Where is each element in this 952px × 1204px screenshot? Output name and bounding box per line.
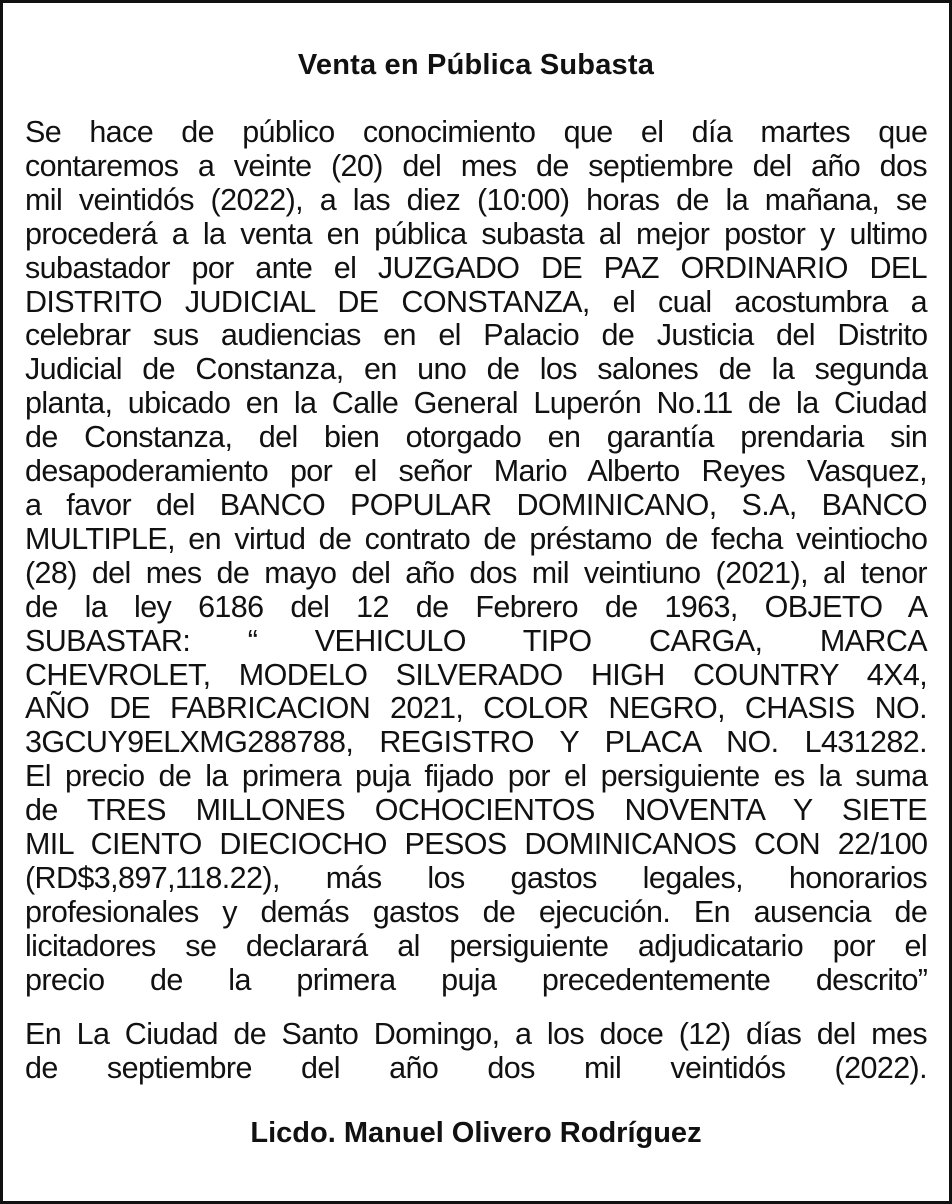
notice-closing xyxy=(25,1018,927,1086)
body-line: mil veintidós (2022), a las diez (10:00) horas de la mañana, se xyxy=(25,182,927,217)
body-line: subastador por ante el JUZGADO DE PAZ ORDINARIO DEL xyxy=(25,250,927,285)
body-line: El precio de la primera puja fijado por el persiguiente es la suma xyxy=(25,759,928,794)
body-line: a favor del BANCO POPULAR DOMINICANO, S.A, BANCO xyxy=(25,487,928,522)
body-line: (RD$3,897,118.22), más los gastos legales, honorarios xyxy=(25,860,927,895)
body-line: precio de la primera puja precedentemente descrito” xyxy=(25,962,928,997)
notice-title: Venta en Pública Subasta xyxy=(297,49,655,81)
body-line: de TRES MILLONES OCHOCIENTOS NOVENTA Y SIETE xyxy=(25,793,927,828)
body-line: SUBASTAR: “ VEHICULO TIPO CARGA, MARCA xyxy=(25,623,927,658)
body-line: MULTIPLE, en virtud de contrato de préstamo de fecha veintiocho xyxy=(25,521,928,556)
body-line: MIL CIENTO DIECIOCHO PESOS DOMINICANOS CON 22/100 xyxy=(25,827,928,862)
body-line: Judicial de Constanza, en uno de los salones de la segunda xyxy=(25,352,928,387)
body-line: procederá a la venta en pública subasta al mejor postor y ultimo xyxy=(25,216,928,251)
notice-body xyxy=(25,116,927,998)
body-line: licitadores se declarará al persiguiente adjudicatario por el xyxy=(25,928,928,963)
body-line: profesionales y demás gastos de ejecución. En ausencia de xyxy=(25,894,928,929)
body-line: AÑO DE FABRICACION 2021, COLOR NEGRO, CHASIS NO. xyxy=(25,691,927,726)
body-line: 3GCUY9ELXMG288788, REGISTRO Y PLACA NO. L431282. xyxy=(25,725,927,760)
body-line: contaremos a veinte (20) del mes de septiembre del año dos xyxy=(25,148,927,183)
closing-line: En La Ciudad de Santo Domingo, a los doce (12) días del mes xyxy=(25,1017,927,1051)
signature: Licdo. Manuel Olivero Rodríguez xyxy=(250,1117,702,1149)
body-line: de Constanza, del bien otorgado en garantía prendaria sin xyxy=(25,420,928,455)
body-line: CHEVROLET, MODELO SILVERADO HIGH COUNTRY 4X4, xyxy=(25,657,928,692)
body-line: planta, ubicado en la Calle General Luperón No.11 de la Ciudad xyxy=(25,386,928,421)
body-line: (28) del mes de mayo del año dos mil veintiuno (2021), al tenor xyxy=(25,555,927,590)
body-line: celebrar sus audiencias en el Palacio de Justicia del Distrito xyxy=(25,318,928,353)
body-line: DISTRITO JUDICIAL DE CONSTANZA, el cual acostumbra a xyxy=(25,284,928,319)
body-line: Se hace de público conocimiento que el día martes que xyxy=(25,115,928,149)
body-line: de la ley 6186 del 12 de Febrero de 1963, OBJETO A xyxy=(25,589,928,624)
body-line: desapoderamiento por el señor Mario Alberto Reyes Vasquez, xyxy=(25,454,927,489)
closing-line: de septiembre del año dos mil veintidós (2022). xyxy=(25,1050,927,1085)
